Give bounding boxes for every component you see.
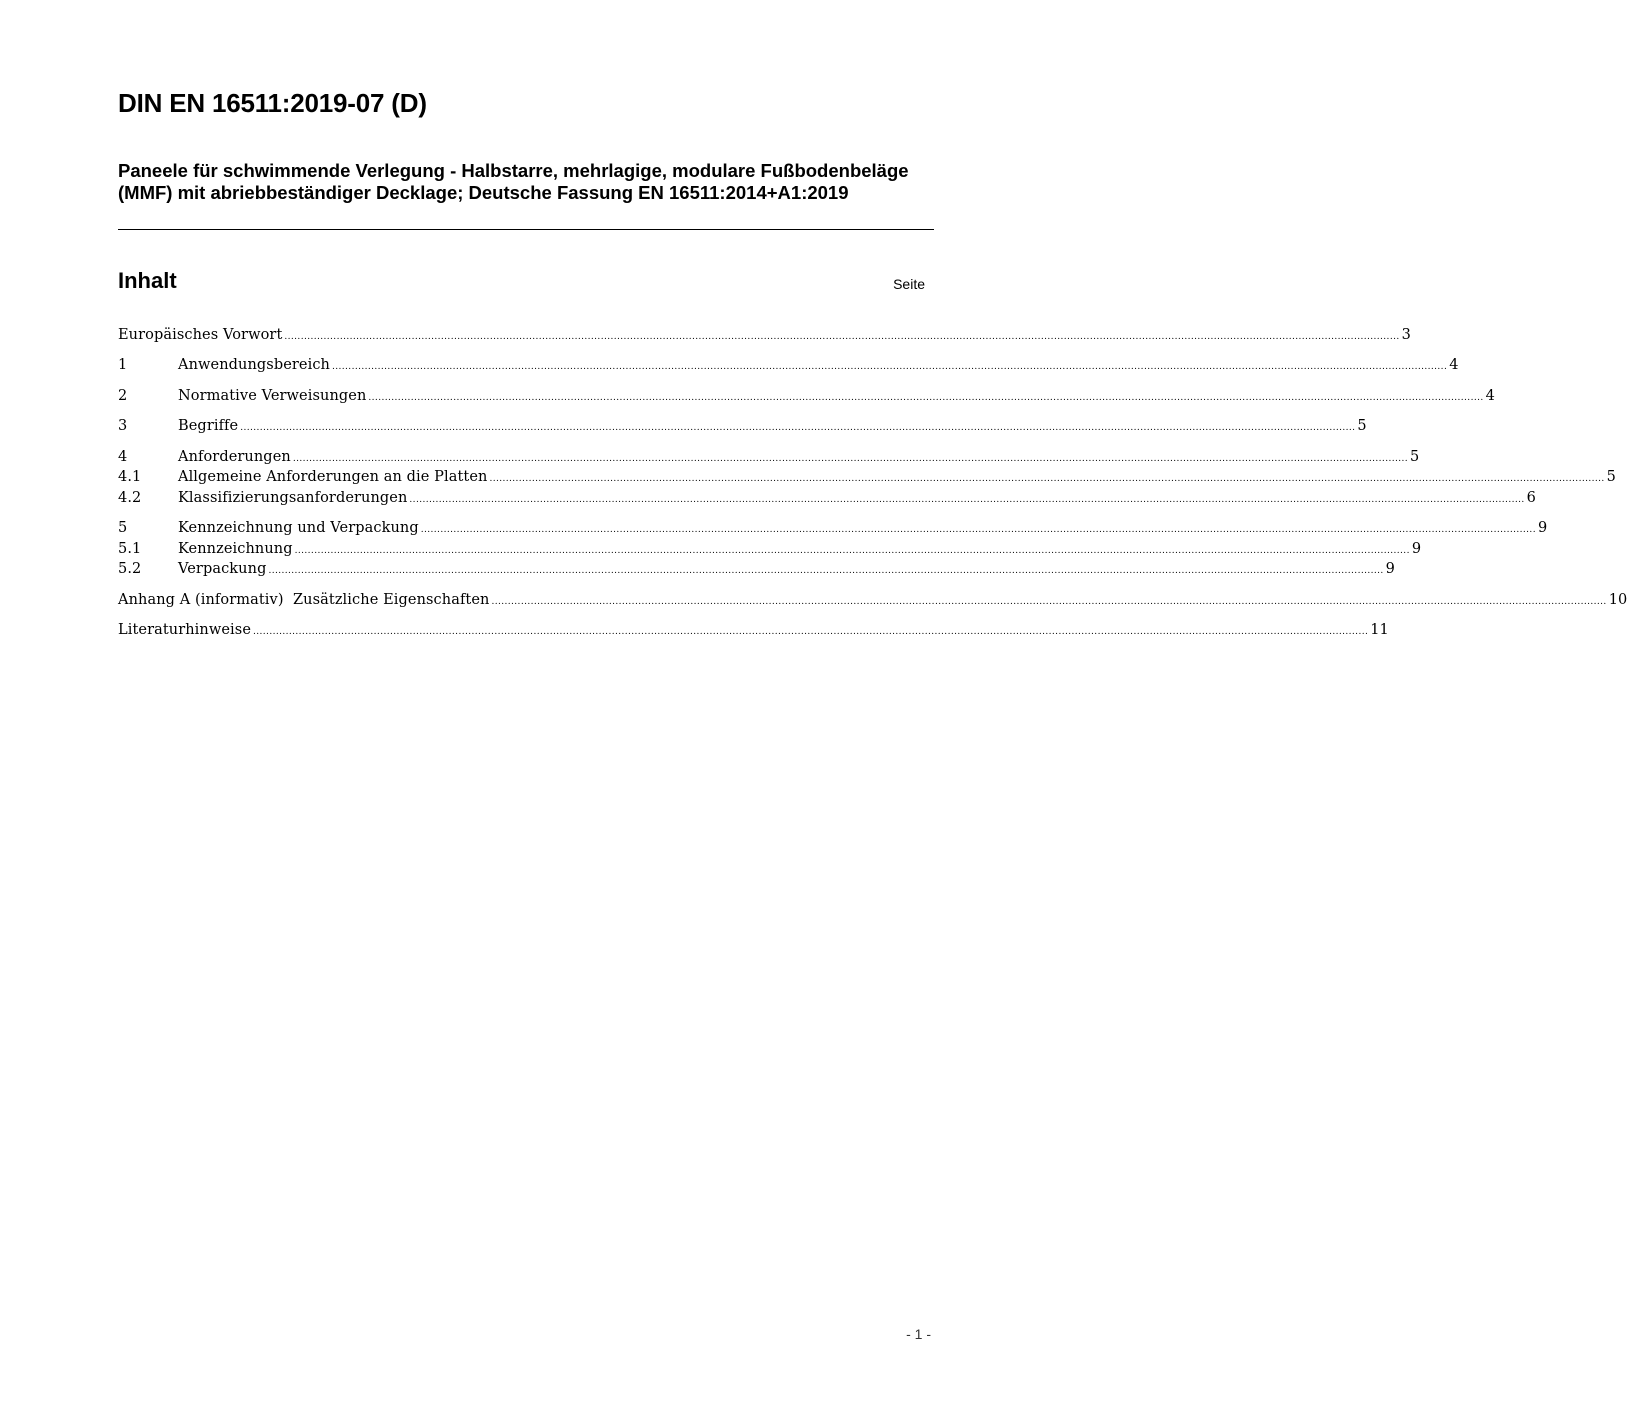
toc-leader-dots: ...................................................................................................................................................................................................................................................................................................................................................... (332, 362, 1448, 372)
toc-entry-page: 5 (1357, 418, 1367, 434)
toc-entry-terms[interactable] (118, 416, 1367, 436)
toc-entry-number: 4.2 (118, 490, 142, 506)
toc-entry-page: 3 (1401, 327, 1411, 343)
toc-entry-label: Literaturhinweise (118, 622, 252, 638)
toc-entry-number: 5 (118, 520, 128, 536)
toc-entry-label: Anforderungen (178, 449, 291, 465)
page-number: - 1 - (906, 1326, 931, 1342)
toc-entry-page: 4 (1449, 357, 1459, 373)
toc-entry-number: 3 (118, 418, 128, 434)
toc-entry-label: Kennzeichnung (178, 541, 293, 557)
toc-entry-number: 4 (118, 449, 128, 465)
toc-entry-normative-references[interactable] (118, 386, 1495, 406)
toc-entry-page: 9 (1411, 541, 1422, 557)
toc-leader-dots: ...................................................................................................................................................................................................................................................................................................................................................... (292, 454, 1409, 464)
toc-entry-classification-requirements[interactable] (118, 488, 1536, 508)
document-title: DIN EN 16511:2019-07 (D) (118, 88, 427, 118)
toc-entry-packaging[interactable] (118, 559, 1395, 579)
toc-entry-marking[interactable] (118, 539, 1422, 559)
toc-entry-general-requirements[interactable] (118, 467, 1616, 487)
toc-entry-marking-and-packaging[interactable] (118, 518, 1548, 538)
toc-entry-number: 2 (118, 388, 128, 404)
toc-entry-page: 9 (1537, 520, 1548, 536)
page-column-label: Seite (893, 276, 925, 292)
toc-entry-label: Begriffe (178, 418, 239, 434)
toc-entry-label: Anhang A (informativ) Zusätzliche Eigenschaften (118, 592, 490, 608)
title-divider (118, 229, 934, 230)
toc-entry-number: 5.1 (118, 541, 142, 557)
toc-entry-label: Anwendungsbereich (178, 357, 330, 373)
toc-entry-page: 4 (1485, 388, 1495, 404)
toc-entry-page: 9 (1385, 561, 1395, 577)
toc-leader-dots: ...................................................................................................................................................................................................................................................................................................................................................... (489, 474, 1605, 484)
toc-entry-requirements[interactable] (118, 447, 1420, 467)
toc-entry-page: 5 (1606, 469, 1616, 485)
toc-entry-page: 5 (1410, 449, 1420, 465)
toc-entry-number: 1 (118, 357, 128, 373)
toc-entry-label: Kennzeichnung und Verpackung (178, 520, 419, 536)
toc-entry-scope[interactable] (118, 355, 1459, 375)
toc-entry-bibliography[interactable] (118, 620, 1389, 640)
toc-leader-dots: ...................................................................................................................................................................................................................................................................................................................................................... (253, 627, 1369, 637)
toc-leader-dots: ...................................................................................................................................................................................................................................................................................................................................................... (240, 423, 1356, 433)
toc-entry-label: Verpackung (178, 561, 267, 577)
toc-leader-dots: ...................................................................................................................................................................................................................................................................................................................................................... (409, 495, 1525, 505)
toc-entry-number: 5.2 (118, 561, 142, 577)
toc-leader-dots: ...................................................................................................................................................................................................................................................................................................................................................... (491, 597, 1607, 607)
toc-leader-dots: ...................................................................................................................................................................................................................................................................................................................................................... (294, 546, 1410, 556)
toc-entry-page: 10 (1608, 592, 1627, 608)
toc-entry-page: 6 (1526, 490, 1536, 506)
toc-entry-label: Europäisches Vorwort (118, 327, 283, 343)
toc-leader-dots: ...................................................................................................................................................................................................................................................................................................................................................... (368, 393, 1484, 403)
toc-entry-label: Klassifizierungsanforderungen (178, 490, 408, 506)
toc-entry-label: Allgemeine Anforderungen an die Platten (178, 469, 488, 485)
toc-entry-number: 4.1 (118, 469, 142, 485)
toc-entry-label: Normative Verweisungen (178, 388, 367, 404)
toc-leader-dots: ...................................................................................................................................................................................................................................................................................................................................................... (284, 332, 1400, 342)
toc-leader-dots: ...................................................................................................................................................................................................................................................................................................................................................... (268, 566, 1384, 576)
toc-entry-european-foreword[interactable] (118, 325, 1411, 345)
toc-leader-dots: ...................................................................................................................................................................................................................................................................................................................................................... (420, 525, 1536, 535)
document-subtitle: Paneele für schwimmende Verlegung - Halbstarre, mehrlagige, modulare Fußbodenbeläge (MMF) mit abriebbeständiger Decklage; Deutsche Fassung EN 16511:2014+A1:2019 (118, 160, 909, 203)
toc-heading: Inhalt (118, 268, 177, 293)
toc-entry-page: 11 (1370, 622, 1389, 638)
toc-entry-annex-a[interactable] (118, 590, 1627, 610)
